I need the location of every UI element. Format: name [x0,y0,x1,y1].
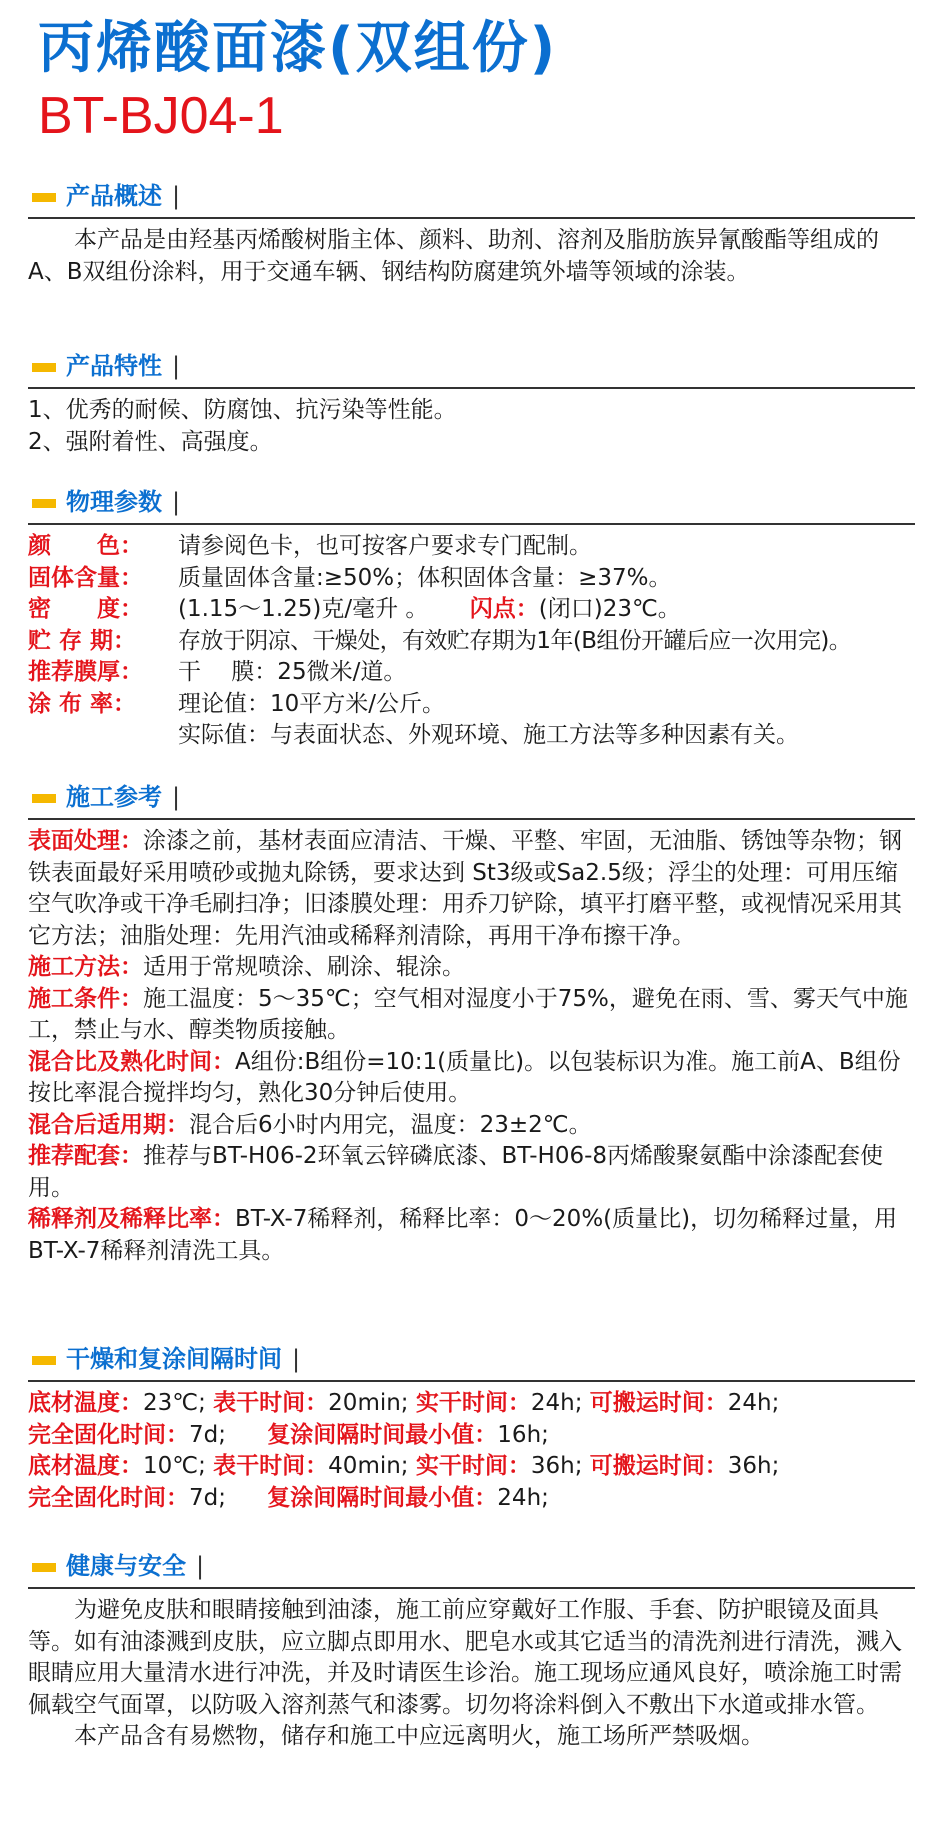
section-title: 产品特性 | [66,345,180,387]
recommended-system-label: 推荐配套： [28,1143,143,1169]
param-label: 涂 布 率： [28,690,137,717]
hard-dry-value: 24h; [530,1390,583,1416]
handling-label: 可搬运时间： [589,1390,728,1416]
section-safety [28,1545,915,1753]
handling-value: 24h; [727,1390,780,1416]
section-title: 物理参数 | [66,481,180,523]
flash-point-value: (闭口)23℃。 [538,596,681,622]
section-title: 健康与安全 | [66,1545,204,1587]
param-label: 固体含量： [28,564,143,591]
param-coverage-actual: 实际值：与表面状态、外观环境、施工方法等多种因素有关。 [178,722,799,748]
touch-dry-value: 20min; [328,1390,409,1416]
pot-life-label: 混合后适用期： [28,1111,189,1138]
method [28,952,915,984]
surface-prep [28,826,915,952]
section-overview [28,175,915,288]
recoat-min-label: 复涂间隔时间最小值： [267,1421,498,1448]
product-code: BT-BJ04-1 [38,87,284,145]
param-film [28,657,915,689]
substrate-temp-label: 底材温度： [28,1453,143,1479]
thinner-value: BT-X-7稀释剂，稀释比率：0～20%(质量比)，切勿稀释过量，用BT-X-7稀释剂清洗工具。 [28,1206,898,1264]
param-storage [28,626,915,658]
section-marker-icon [32,1563,56,1572]
drying-row [28,1483,915,1515]
thinner-label: 稀释剂及稀释比率： [28,1206,235,1232]
drying-row [28,1388,915,1420]
param-value: 质量固体含量:≥50%；体积固体含量：≥37%。 [178,564,672,591]
section-header [28,1338,915,1382]
full-cure-label: 完全固化时间： [28,1484,189,1511]
param-label: 推荐膜厚： [28,659,143,685]
mix-ratio-value: A组份:B组份=10:1(质量比)。以包装标识为准。施工前A、B组份按比率混合搅拌均匀，熟化30分钟后使用。 [28,1048,901,1106]
pot-life [28,1110,915,1142]
recommended-system-value: 推荐与BT-H06-2环氧云锌磷底漆、BT-H06-8丙烯酸聚氨酯中涂漆配套使用。 [28,1143,884,1201]
section-header [28,776,915,820]
surface-prep-label: 表面处理： [28,828,143,854]
param-label: 贮 存 期： [28,627,137,654]
flash-point-label: 闪点： [469,596,539,622]
param-value: (1.15～1.25)克/毫升 。 [178,596,429,622]
section-marker-icon [32,1356,56,1365]
section-marker-icon [32,794,56,803]
recoat-min-label: 复涂间隔时间最小值： [267,1484,498,1511]
param-coverage [28,689,915,721]
touch-dry-label: 表干时间： [213,1453,329,1479]
hard-dry-label: 实干时间： [415,1390,531,1416]
hard-dry-value: 36h; [530,1453,583,1479]
section-application [28,776,915,1267]
hard-dry-label: 实干时间： [415,1453,531,1479]
method-label: 施工方法： [28,954,143,980]
param-solids [28,563,915,595]
param-value: 请参阅色卡，也可按客户要求专门配制。 [178,533,592,559]
section-title: 干燥和复涂间隔时间 | [66,1338,300,1380]
substrate-temp-label: 底材温度： [28,1390,143,1416]
full-cure-value: 7d; [189,1484,226,1511]
section-title: 产品概述 | [66,175,180,217]
mix-ratio-label: 混合比及熟化时间： [28,1048,235,1075]
section-marker-icon [32,193,56,202]
feature-item: 2、强附着性、高强度。 [28,428,273,455]
param-value: 理论值：10平方米/公斤。 [178,690,446,717]
section-header [28,345,915,389]
method-value: 适用于常规喷涂、刷涂、辊涂。 [143,954,465,980]
param-label: 密 度： [28,596,143,622]
thinner [28,1204,915,1267]
section-marker-icon [32,499,56,508]
full-cure-label: 完全固化时间： [28,1421,189,1448]
section-physical [28,481,915,752]
feature-item: 1、优秀的耐候、防腐蚀、抗污染等性能。 [28,397,457,423]
safety-paragraph: 为避免皮肤和眼睛接触到油漆，施工前应穿戴好工作服、手套、防护眼镜及面具等。如有油漆溅到皮肤，应立脚点即用水、肥皂水或其它适当的清洗剂进行清洗，溅入眼睛应用大量清水进行冲洗，并及时请医生诊治。施工现场应通风良好，喷涂施工时需佩载空气面罩，以防吸入溶剂蒸气和漆雾。切勿将涂料倒入不敷出下水道或排水管。 [28,1597,902,1718]
param-color [28,531,915,563]
section-features [28,345,915,458]
section-drying [28,1338,915,1514]
touch-dry-label: 表干时间： [213,1390,329,1416]
param-value: 干 膜：25微米/道。 [178,659,407,685]
handling-value: 36h; [727,1453,780,1479]
param-density [28,594,915,626]
condition-label: 施工条件： [28,985,143,1012]
mix-ratio [28,1047,915,1110]
condition [28,984,915,1047]
substrate-temp-value: 10℃; [143,1453,206,1479]
section-title: 施工参考 | [66,776,180,818]
overview-text: 本产品是由羟基丙烯酸树脂主体、颜料、助剂、溶剂及脂肪族异氰酸酯等组成的A、B双组份涂料，用于交通车辆、钢结构防腐建筑外墙等领域的涂装。 [28,227,879,285]
full-cure-value: 7d; [189,1421,226,1448]
param-value: 存放于阴凉、干燥处，有效贮存期为1年(B组份开罐后应一次用完)。 [178,627,852,654]
recoat-min-value: 16h; [497,1421,549,1448]
section-header [28,175,915,219]
param-label: 颜 色： [28,533,143,559]
section-header [28,481,915,525]
drying-row [28,1420,915,1452]
handling-label: 可搬运时间： [589,1453,728,1479]
recommended-system [28,1141,915,1204]
section-marker-icon [32,363,56,372]
surface-prep-value: 涂漆之前，基材表面应清洁、干燥、平整、牢固，无油脂、锈蚀等杂物；钢铁表面最好采用喷砂或抛丸除锈，要求达到 St3级或Sa2.5级；浮尘的处理：可用压缩空气吹净或干净毛刷扫净；旧漆膜处理：用乔刀铲除，填平打磨平整，或视情况采用其它方法；油脂处理：先用汽油或稀释剂清除，再用干净布擦干净。 [28,828,902,949]
safety-paragraph: 本产品含有易燃物，储存和施工中应远离明火，施工场所严禁吸烟。 [74,1723,764,1749]
product-title: 丙烯酸面漆(双组份) [38,16,558,81]
substrate-temp-value: 23℃; [143,1390,206,1416]
section-header [28,1545,915,1589]
touch-dry-value: 40min; [328,1453,409,1479]
pot-life-value: 混合后6小时内用完，温度：23±2℃。 [189,1111,592,1138]
drying-row [28,1451,915,1483]
recoat-min-value: 24h; [497,1484,549,1511]
condition-value: 施工温度：5～35℃；空气相对湿度小于75%，避免在雨、雪、雾天气中施工，禁止与水、醇类物质接触。 [28,985,908,1043]
